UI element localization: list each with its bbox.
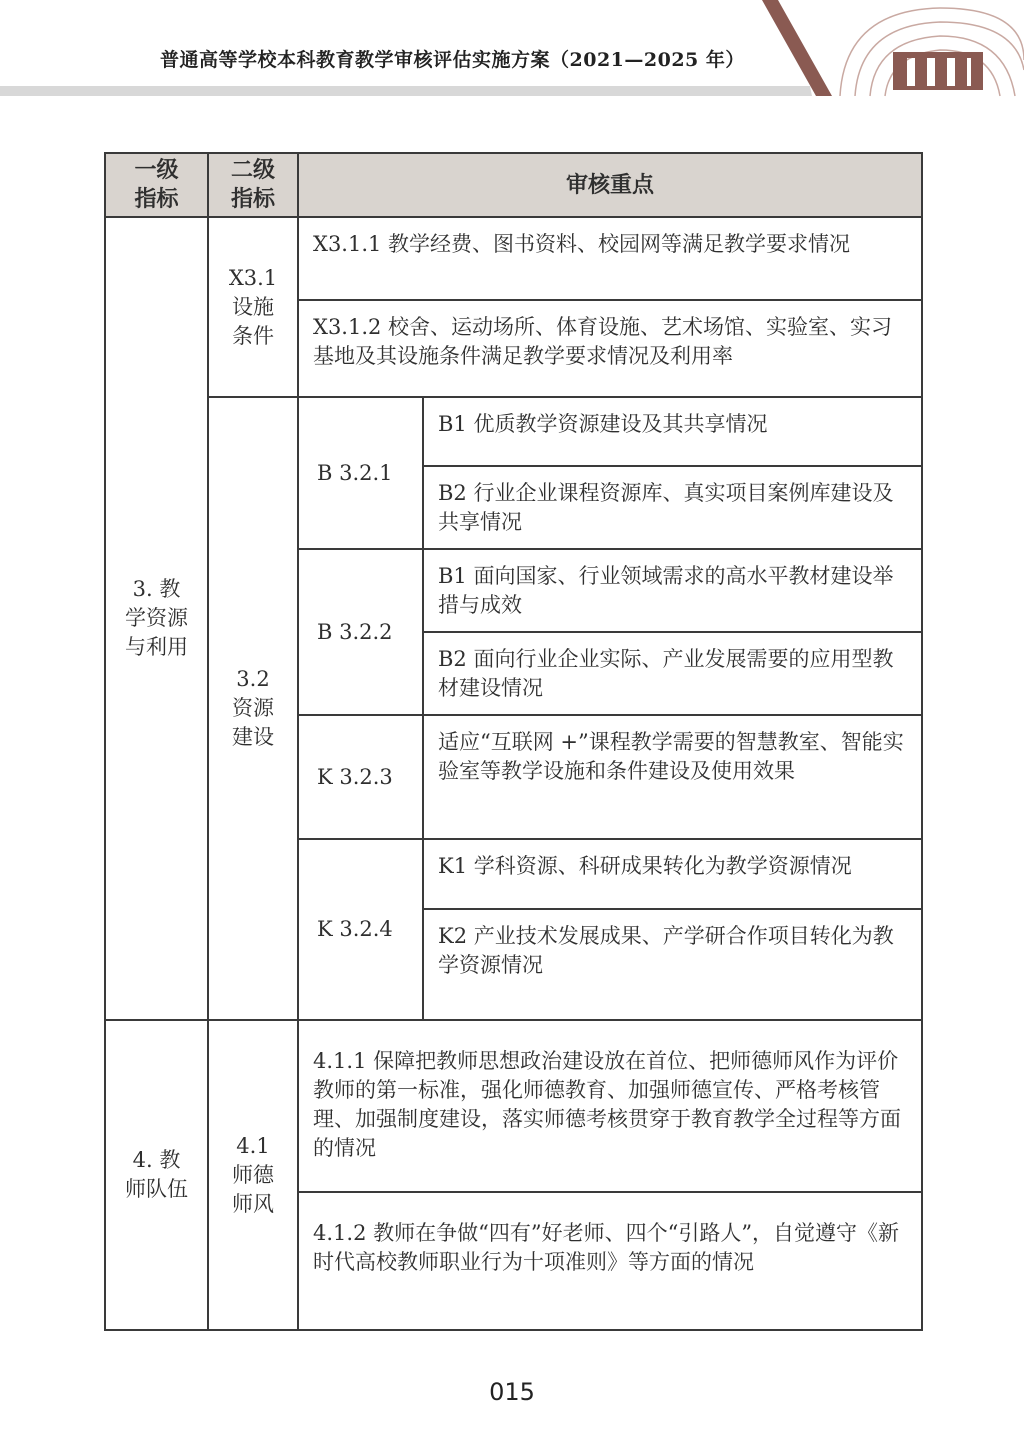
level1-cell-3: 3. 教 学资源 与利用 <box>105 217 208 1020</box>
focus-item-412: 4.1.2 教师在争做“四有”好老师、四个“引路人”，自觉遵守《新时代高校教师职业行为十项准则》等方面的情况 <box>298 1192 922 1330</box>
gate-building-icon <box>893 52 983 90</box>
header-level1: 一级 指标 <box>105 153 208 217</box>
focus-item-b321-1: B1 优质教学资源建设及其共享情况 <box>423 397 922 466</box>
document-title: 普通高等学校本科教育教学审核评估实施方案（2021—2025 年） <box>160 49 745 71</box>
code-b321: B 3.2.1 <box>298 397 423 549</box>
focus-item-411: 4.1.1 保障把教师思想政治建设放在首位、把师德师风作为评价教师的第一标准，强化师德教育、加强师德宣传、严格考核管理、加强制度建设，落实师德考核贯穿于教育教学全过程等方面的情况 <box>298 1020 922 1192</box>
code-k324: K 3.2.4 <box>298 839 423 1020</box>
code-k323: K 3.2.3 <box>298 715 423 839</box>
table-header-row <box>105 153 922 217</box>
focus-item-k323: 适应“互联网 +”课程教学需要的智慧教室、智能实验室等教学设施和条件建设及使用效果 <box>423 715 922 839</box>
focus-item-x311: X3.1.1 教学经费、图书资料、校园网等满足教学要求情况 <box>298 217 922 300</box>
level2-cell-41: 4.1 师德 师风 <box>208 1020 298 1330</box>
table-row <box>105 397 922 466</box>
header-focus: 审核重点 <box>298 153 922 217</box>
header-gray-band <box>0 86 812 96</box>
focus-item-k324-2: K2 产业技术发展成果、产学研合作项目转化为教学资源情况 <box>423 909 922 1020</box>
level1-cell-4: 4. 教 师队伍 <box>105 1020 208 1330</box>
focus-item-b322-2: B2 面向行业企业实际、产业发展需要的应用型教材建设情况 <box>423 632 922 715</box>
header-level2: 二级 指标 <box>208 153 298 217</box>
table-row <box>105 217 922 300</box>
page-number: 015 <box>489 1378 535 1406</box>
focus-item-k324-1: K1 学科资源、科研成果转化为教学资源情况 <box>423 839 922 909</box>
level2-cell-32: 3.2 资源 建设 <box>208 397 298 1020</box>
code-b322: B 3.2.2 <box>298 549 423 715</box>
audit-focus-table <box>104 152 923 1331</box>
level2-cell-x31: X3.1 设施 条件 <box>208 217 298 397</box>
table-row <box>105 1020 922 1192</box>
focus-item-x312: X3.1.2 校舍、运动场所、体育设施、艺术场馆、实验室、实习基地及其设施条件满足教学要求情况及利用率 <box>298 300 922 397</box>
focus-item-b322-1: B1 面向国家、行业领域需求的高水平教材建设举措与成效 <box>423 549 922 632</box>
focus-item-b321-2: B2 行业企业课程资源库、真实项目案例库建设及共享情况 <box>423 466 922 549</box>
